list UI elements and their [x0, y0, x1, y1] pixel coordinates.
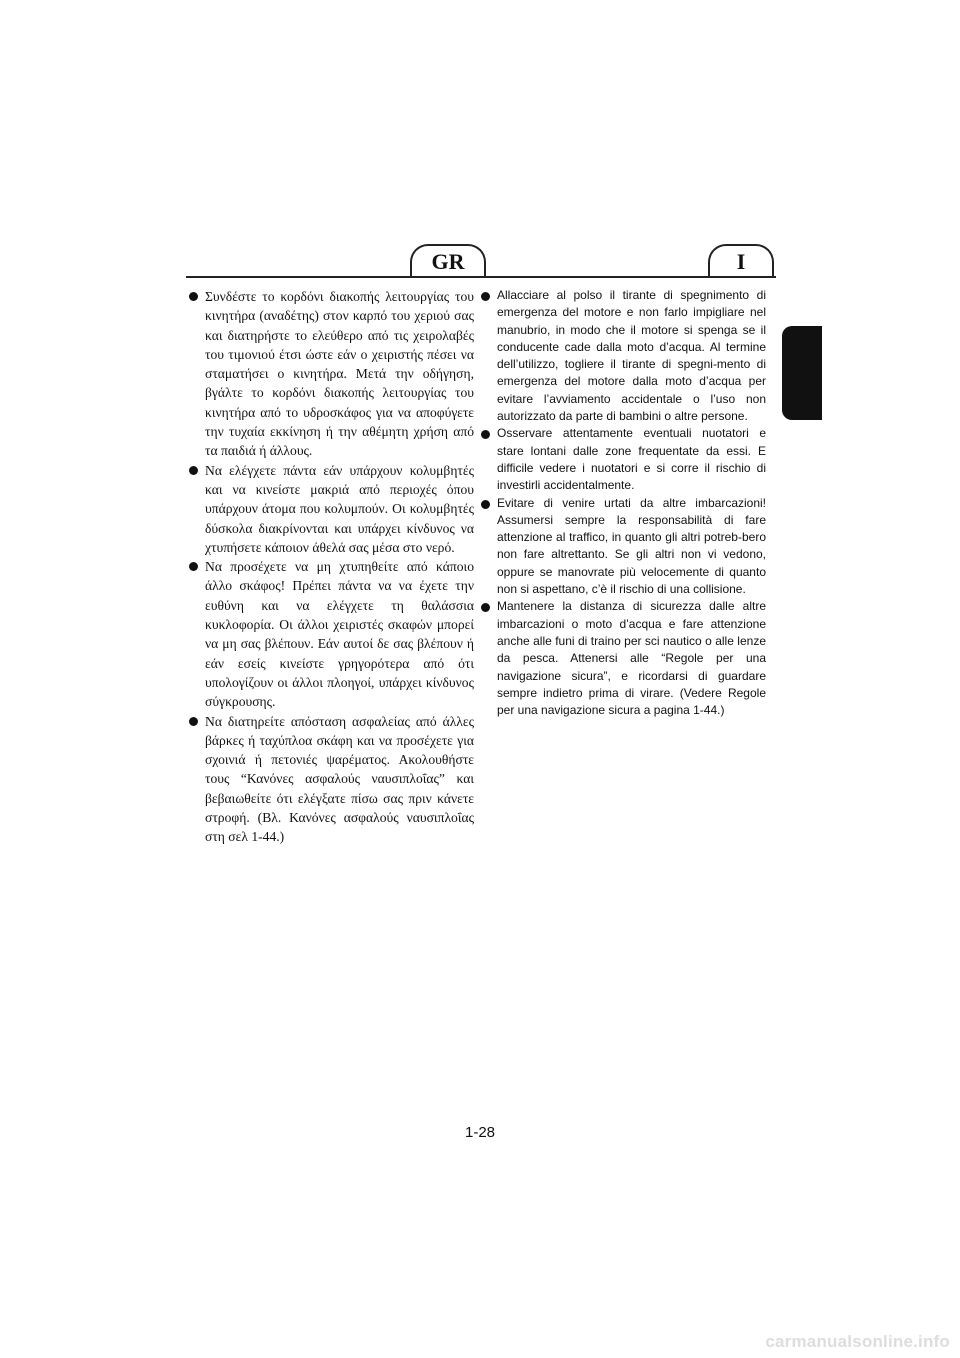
- italian-bullet-item: Osservare attentamente eventuali nuotatori e stare lontani dalle zone frequentate da essi. E difficile vedere i nuotatori e si corre il rischio di investirli accidentalmente.: [480, 425, 766, 494]
- italian-column: [480, 287, 766, 719]
- language-tab-it: [708, 244, 774, 278]
- greek-column: [188, 287, 474, 847]
- italian-bullet-item: Allacciare al polso il tirante di spegnimento di emergenza del motore e non farlo impigliare nel manubrio, in modo che il motore si spenga se il conducente cade dalla moto d’acqua. Al termine dell’utilizzo, togliere il tirante di spegni-mento di emergenza del motore dalla moto d’acqua per evitare l’avviamento accidentale o l’uso non autorizzato da parte di bambini o altre persone.: [480, 287, 766, 425]
- greek-bullet-item: Να διατηρείτε απόσταση ασφαλείας από άλλες βάρκες ή ταχύπλοα σκάφη και να προσέχετε για σχοινιά ή πετονιές ψαρέματος. Ακολουθήστε τους “Κανόνες ασφαλούς ναυσιπλοΐας” και βεβαιωθείτε ότι ελέγξατε πίσω σας πριν κάνετε στροφή. (Βλ. Κανόνες ασφαλούς ναυσιπλοΐας στη σελ 1-44.): [188, 712, 474, 847]
- greek-bullet-item: Να προσέχετε να μη χτυπηθείτε από κάποιο άλλο σκάφος! Πρέπει πάντα να να έχετε την ευθύνη και να ελέγχετε τη θαλάσσια κυκλοφορία. Οι άλλοι χειριστές σκαφών μπορεί να μη σας βλέπουν. Εάν αυτοί δε σας βλέπουν ή εάν εσείς κινείστε γρηγορότερα από ότι υπολογίζουν οι άλλοι πλοηγοί, υπάρχει κίνδυνος σύγκρουσης.: [188, 557, 474, 711]
- chapter-side-tab: [782, 326, 822, 420]
- watermark: carmanualsonline.info: [765, 1332, 950, 1351]
- page-number: 1-28: [464, 1124, 496, 1141]
- greek-bullet-item: Να ελέγχετε πάντα εάν υπάρχουν κολυμβητές και να κινείστε μακριά από περιοχές όπου υπάρχουν άτομα που κολυμπούν. Οι κολυμβητές δύσκολα διακρίνονται και υπάρχει κίνδυνος να χτυπήσετε κάποιον άθελά σας μέσα στο νερό.: [188, 461, 474, 557]
- greek-bullet-item: Συνδέστε το κορδόνι διακοπής λειτουργίας του κινητήρα (αναδέτης) στον καρπό του χεριού σας και διατηρήστε το ελεύθερο από τις χειρολαβές του τιμονιού έτσι ώστε εάν ο χειριστής πέσει να σταματήσει ο κινητήρα. Μετά την οδήγηση, βγάλτε το κορδόνι διακοπής λειτουργίας του κινητήρα από το υδροσκάφος για να αποφύγετε την τυχαία εκκίνηση ή την αθέμητη χρήση από τα παιδιά ή άλλους.: [188, 287, 474, 461]
- language-label-it: I: [736, 249, 746, 274]
- language-tab-gr: [410, 244, 486, 278]
- header-rule: [186, 276, 776, 278]
- italian-bullet-item: Evitare di venire urtati da altre imbarcazioni! Assumersi sempre la responsabilità di fare attenzione al traffico, in quanto gli altri potreb-bero non fare altrettanto. Se gli altri non vi vedono, oppure se manovrate più velocemente di quanto non si aspettano, c’è il rischio di una collisione.: [480, 495, 766, 599]
- italian-bullet-item: Mantenere la distanza di sicurezza dalle altre imbarcazioni o moto d’acqua e fare attenzione anche alle funi di traino per sci nautico o alle lenze da pesca. Attenersi alle “Regole per una navigazione sicura”, e ricordarsi di guardare sempre indietro prima di virare. (Vedere Regole per una navigazione sicura a pagina 1-44.): [480, 598, 766, 719]
- language-label-gr: GR: [431, 249, 465, 274]
